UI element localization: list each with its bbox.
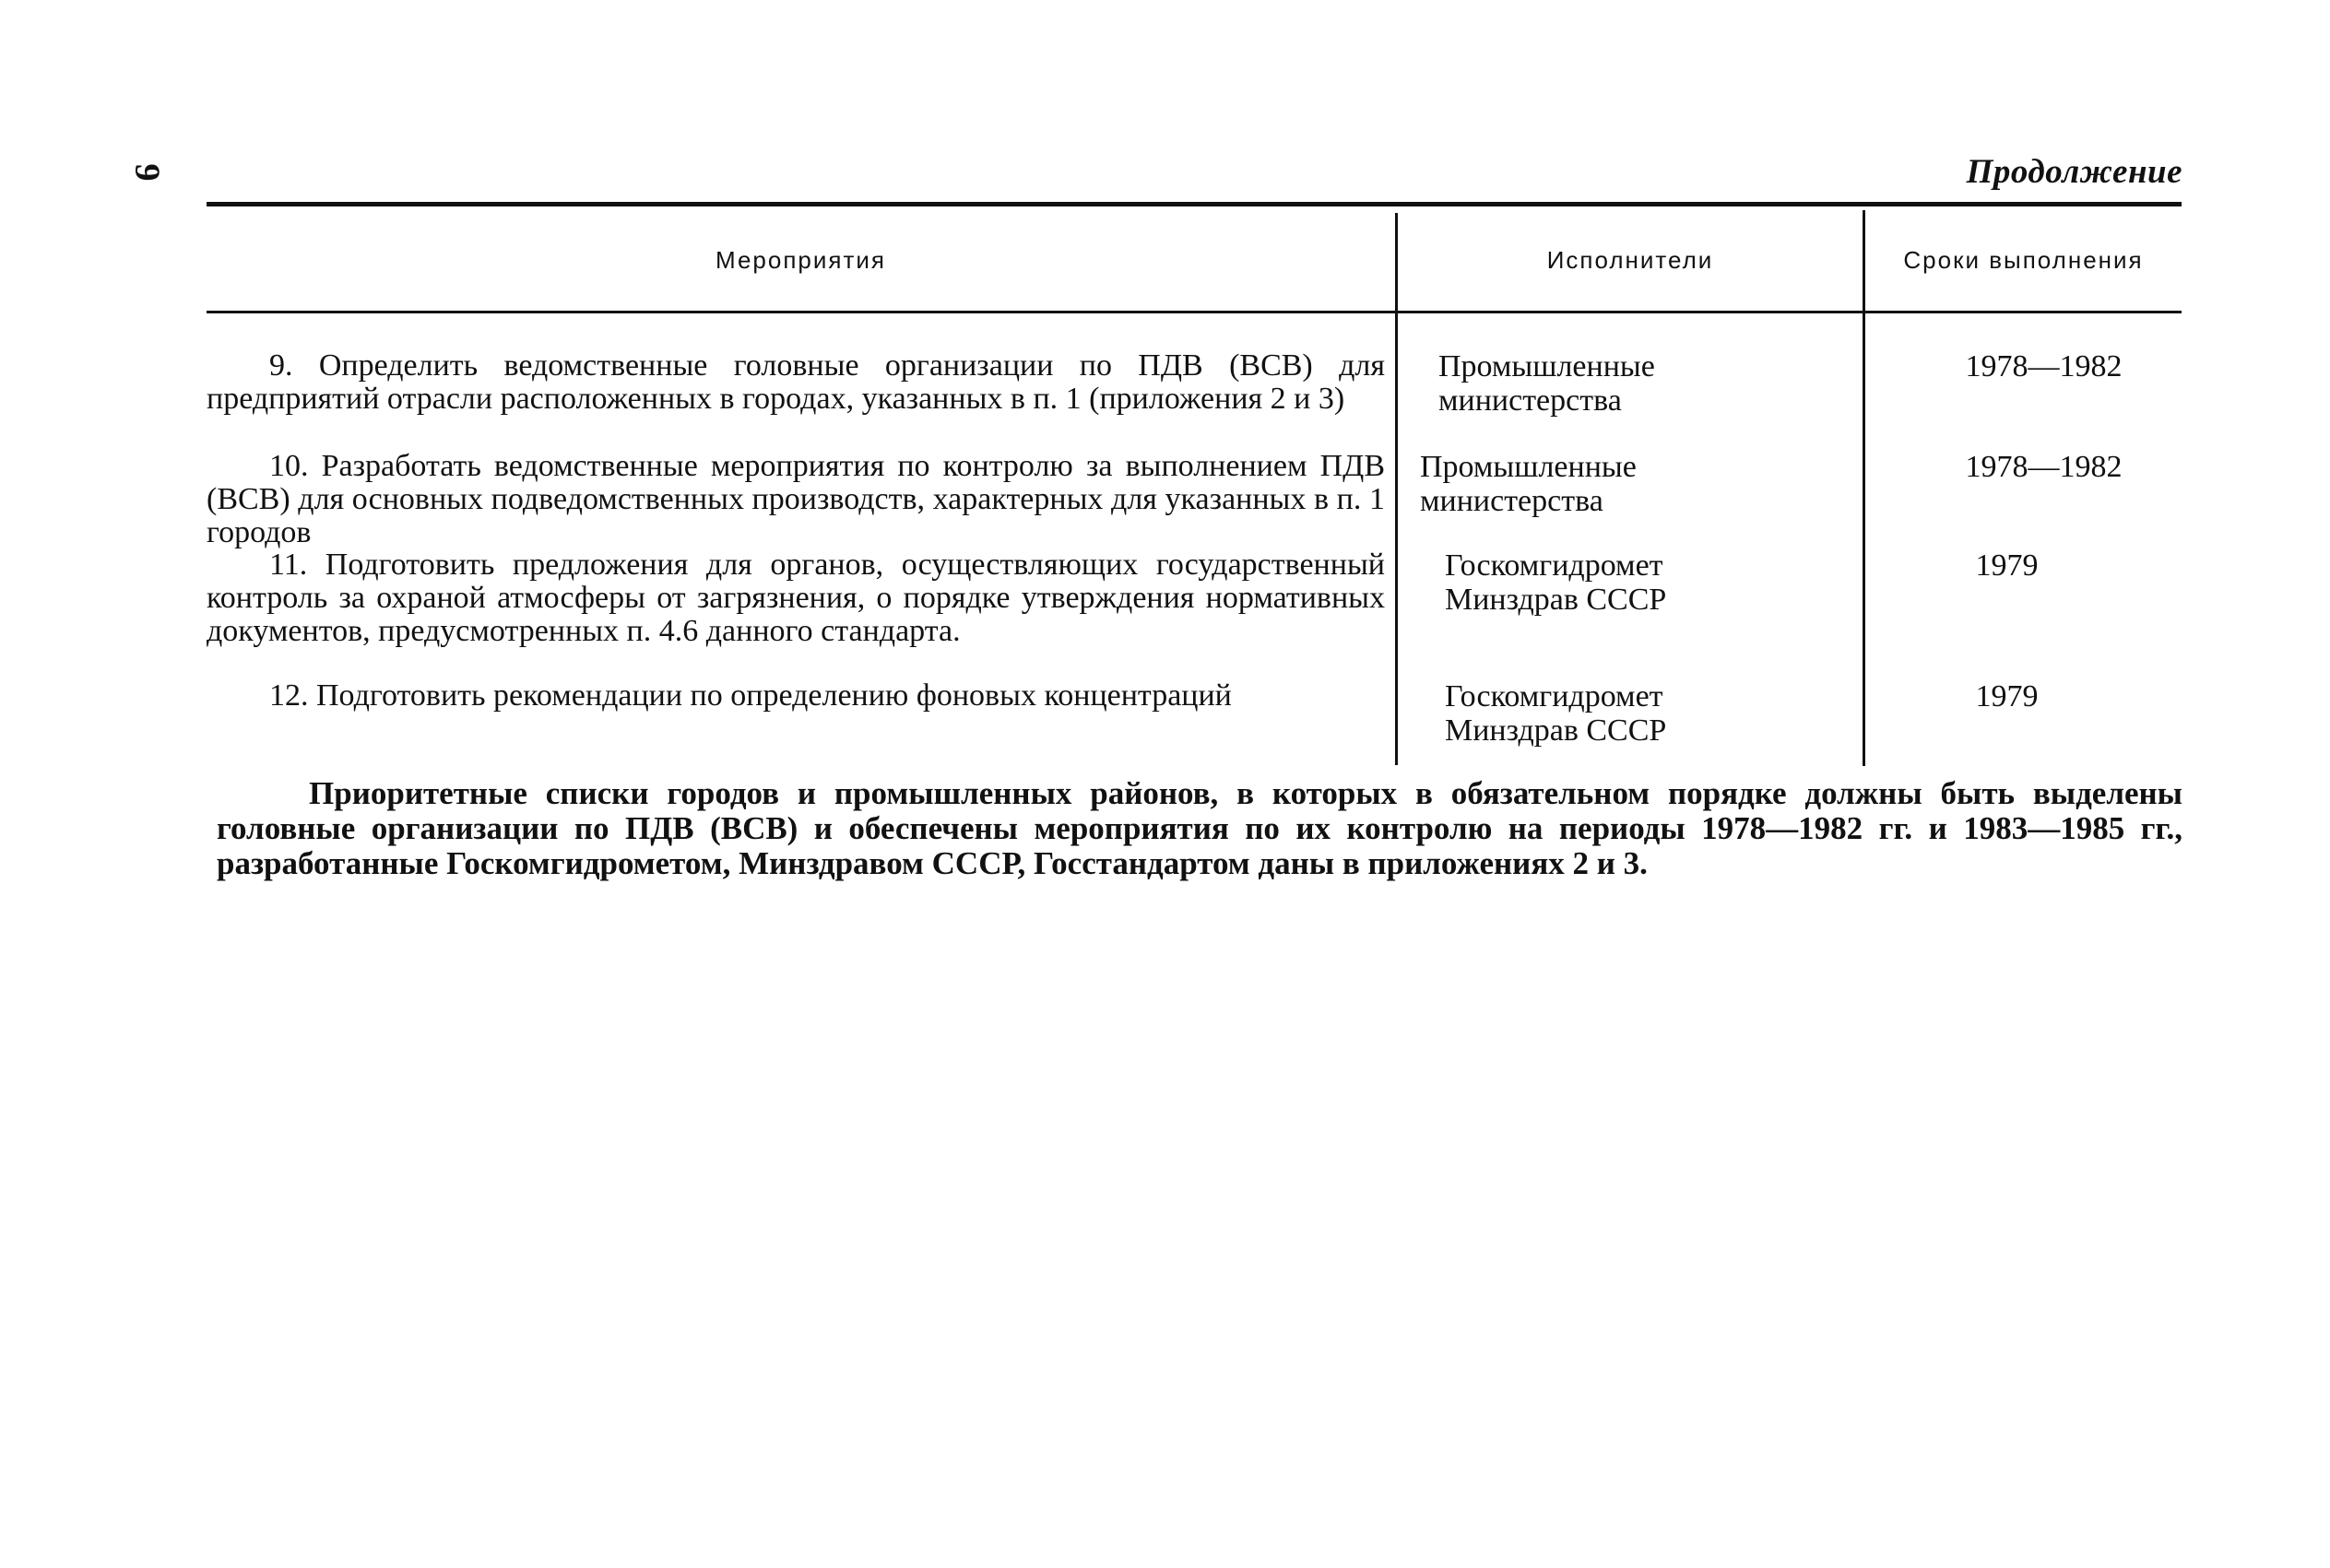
table-top-rule xyxy=(207,202,2182,206)
table-header-rule xyxy=(207,311,2182,313)
executor-cell: Госкомгидромет Минздрав СССР xyxy=(1445,679,1667,748)
continuation-label: Продолжение xyxy=(1966,153,2182,191)
measure-cell: 12. Подготовить рекомендации по определению фоновых концентраций xyxy=(269,678,1232,713)
term-cell: 1979 xyxy=(1975,679,2039,713)
measure-cell: 9. Определить ведомственные головные организации по ПДВ (ВСВ) для предприятий отрасли расположенных в городах, указанных в п. 1 (приложения 2 и 3) xyxy=(207,348,1385,416)
header-executors: Исполнители xyxy=(1546,246,1714,274)
term-cell: 1978—1982 xyxy=(1965,450,2123,484)
executor-cell: Госкомгидромет Минздрав СССР xyxy=(1445,548,1667,617)
term-cell: 1979 xyxy=(1975,548,2039,583)
measure-cell: 11. Подготовить предложения для органов, осуществляющих государственный контроль за охраной атмосферы от загрязнения, о порядке утверждения нормативных документов, предусмотренных п. 4.6 данного стандарта. xyxy=(207,548,1385,648)
measure-cell: 10. Разработать ведомственные мероприятия по контролю за выполнением ПДВ (ВСВ) для основных подведомственных производств, характерных для указанных в п. 1 городов xyxy=(207,449,1385,549)
note-paragraph: Приоритетные списки городов и промышленных районов, в которых в обязательном порядке должны быть выделены головные организации по ПДВ (ВСВ) и обеспечены мероприятия по их контролю на периоды 1978—1982 гг. и 1983—1985 гг., разработанные Госкомгидрометом, Минздравом СССР, Госстандартом даны в приложениях 2 и 3. xyxy=(217,775,2182,881)
term-cell: 1978—1982 xyxy=(1965,349,2123,383)
page-number: 9 xyxy=(127,163,167,182)
header-terms: Сроки выполнения xyxy=(1903,246,2144,274)
executor-cell: Промышленные министерства xyxy=(1438,349,1655,418)
executor-cell: Промышленные министерства xyxy=(1420,450,1637,518)
header-measures: Мероприятия xyxy=(716,246,886,274)
